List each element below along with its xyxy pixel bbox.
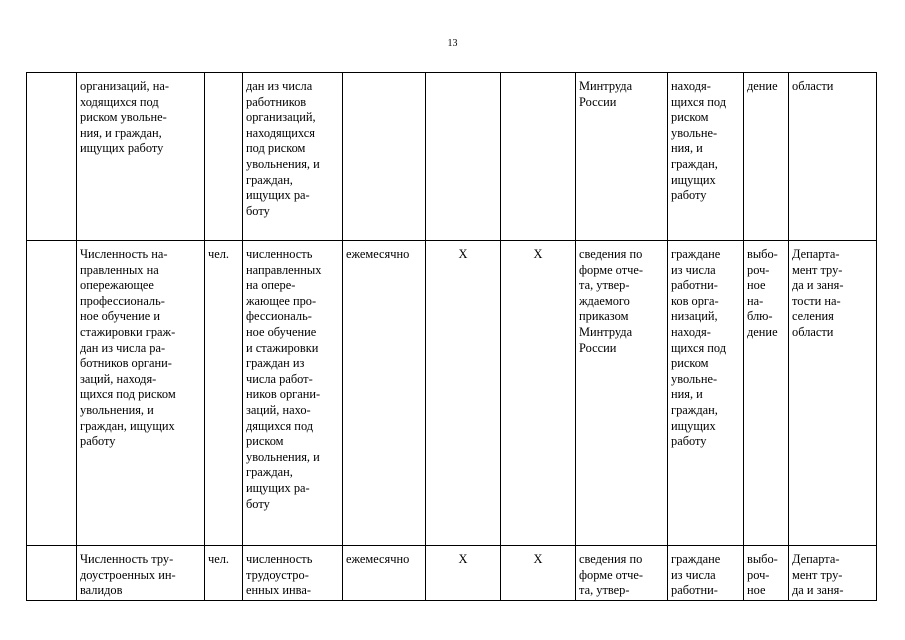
row-number-cell bbox=[27, 73, 77, 241]
indicator-name-cell: Численность на- правленных на опережающее профессиональ- ное обучение и стажировки граж- дан из числа ра- ботников органи- заций, находя- щихся под риском увольнения, и граждан, ищущих работу bbox=[77, 241, 205, 546]
population-cell: граждане из числа работни- bbox=[668, 546, 744, 601]
method-cell: выбо- роч- ное на- блю- дение bbox=[744, 241, 789, 546]
responsible-cell: области bbox=[789, 73, 877, 241]
responsible-cell: Департа- мент тру- да и заня- тости на- селения области bbox=[789, 241, 877, 546]
mark-cell-1 bbox=[426, 73, 501, 241]
indicator-name-cell: Численность тру- доустроенных ин- валидов bbox=[77, 546, 205, 601]
source-cell: Минтруда России bbox=[576, 73, 668, 241]
indicator-name-cell: организаций, на- ходящихся под риском увольне- ния, и граждан, ищущих работу bbox=[77, 73, 205, 241]
table-row bbox=[27, 546, 877, 601]
source-cell: сведения по форме отче- та, утвер- bbox=[576, 546, 668, 601]
mark-cell-2: X bbox=[501, 241, 576, 546]
unit-cell: чел. bbox=[205, 546, 243, 601]
indicator-table bbox=[26, 72, 877, 601]
unit-cell: чел. bbox=[205, 241, 243, 546]
responsible-cell: Департа- мент тру- да и заня- bbox=[789, 546, 877, 601]
table-row bbox=[27, 241, 877, 546]
frequency-cell: ежемесячно bbox=[343, 546, 426, 601]
frequency-cell bbox=[343, 73, 426, 241]
population-cell: находя- щихся под риском увольне- ния, и граждан, ищущих работу bbox=[668, 73, 744, 241]
method-cell: выбо- роч- ное bbox=[744, 546, 789, 601]
unit-cell bbox=[205, 73, 243, 241]
mark-cell-2 bbox=[501, 73, 576, 241]
row-number-cell bbox=[27, 241, 77, 546]
definition-cell: численность направленных на опере- жающее про- фессиональ- ное обучение и стажировки граждан из числа работ- ников органи- заций, нахо- дящихся под риском увольнения, и граждан, ищущих ра- боту bbox=[243, 241, 343, 546]
definition-cell: дан из числа работников организаций, находящихся под риском увольнения, и граждан, ищущих ра- боту bbox=[243, 73, 343, 241]
definition-cell: численность трудоустро- енных инва- bbox=[243, 546, 343, 601]
method-cell: дение bbox=[744, 73, 789, 241]
page-number: 13 bbox=[447, 38, 458, 49]
row-number-cell bbox=[27, 546, 77, 601]
frequency-cell: ежемесячно bbox=[343, 241, 426, 546]
mark-cell-2: X bbox=[501, 546, 576, 601]
source-cell: сведения по форме отче- та, утвер- ждаемого приказом Минтруда России bbox=[576, 241, 668, 546]
mark-cell-1: X bbox=[426, 241, 501, 546]
population-cell: граждане из числа работни- ков орга- низаций, находя- щихся под риском увольне- ния, и граждан, ищущих работу bbox=[668, 241, 744, 546]
table-row bbox=[27, 73, 877, 241]
mark-cell-1: X bbox=[426, 546, 501, 601]
